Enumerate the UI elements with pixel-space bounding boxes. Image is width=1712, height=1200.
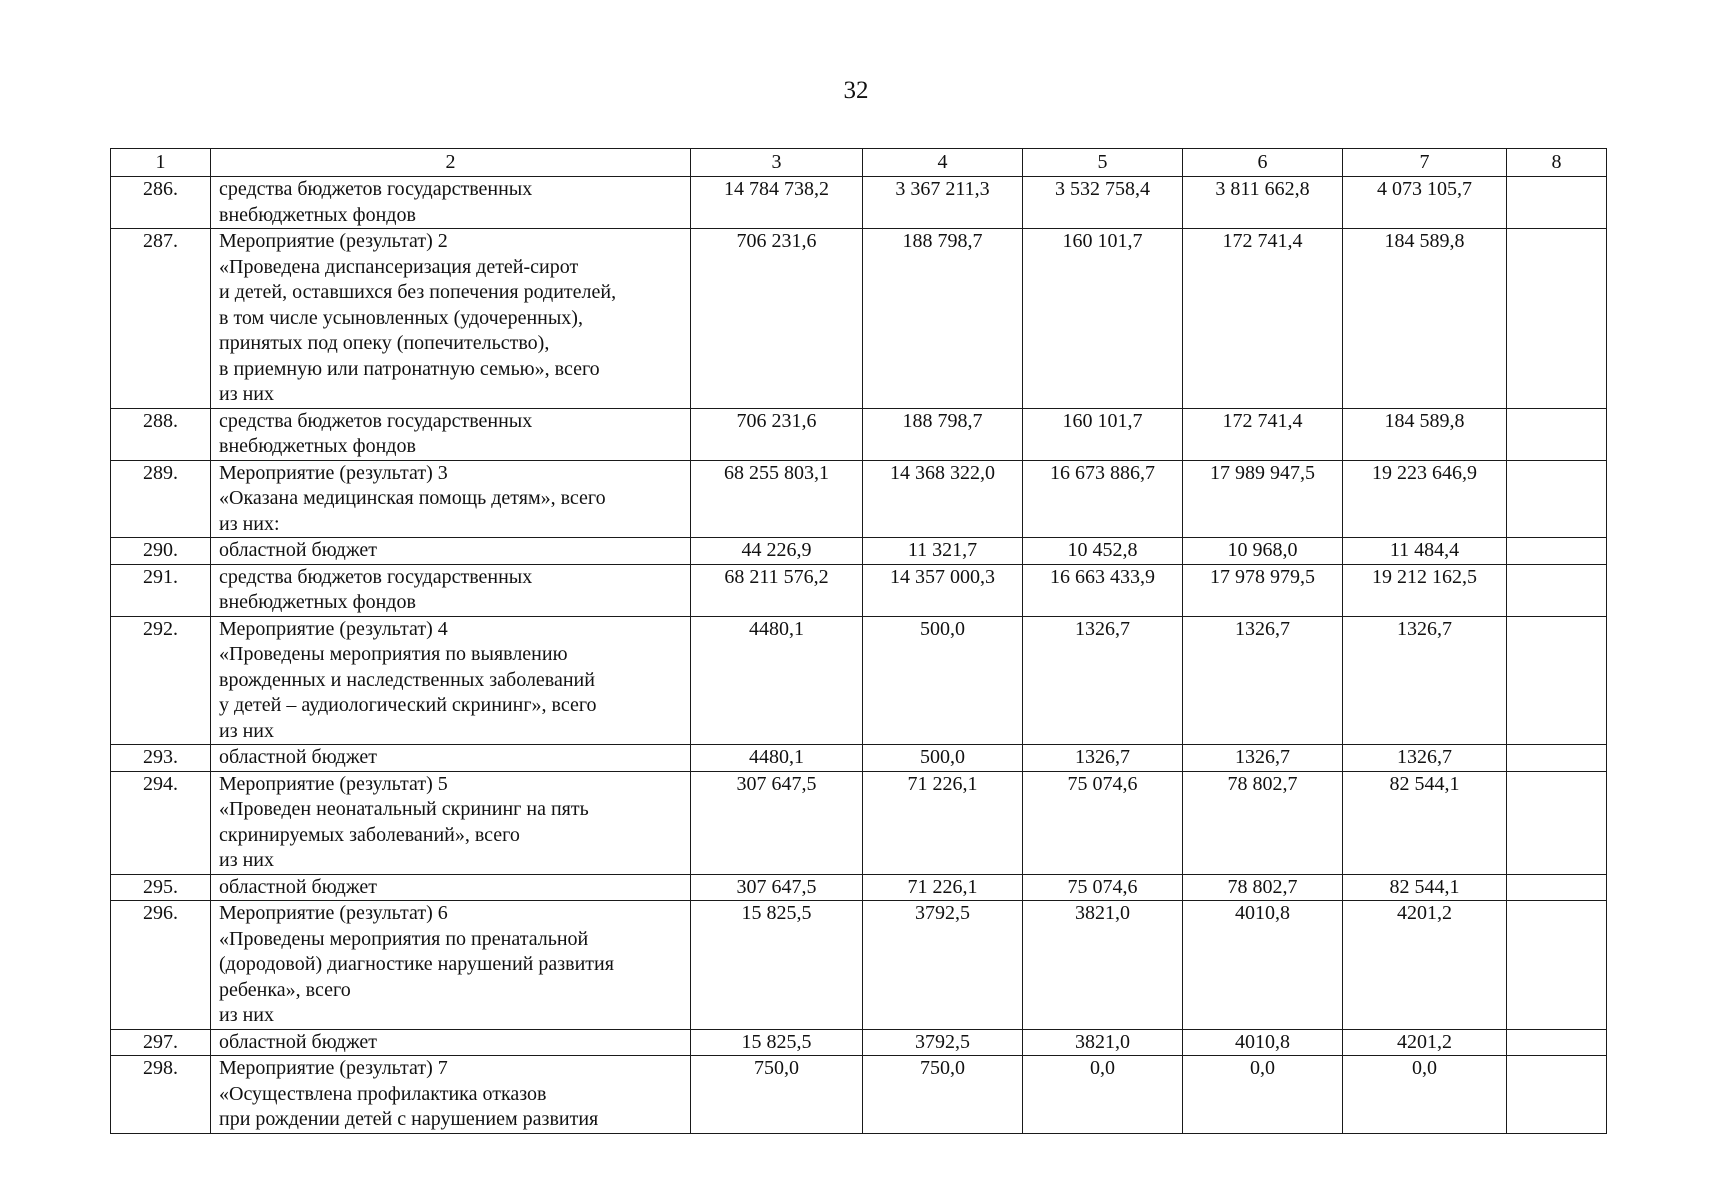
value-col-3: 15 825,5: [691, 1029, 863, 1056]
description-line: из них: [219, 719, 275, 742]
row-description: [211, 1029, 691, 1056]
description-line: из них:: [219, 512, 280, 535]
description-line: из них: [219, 849, 275, 871]
description-line: средства бюджетов государственных: [219, 409, 533, 432]
table-row: [111, 874, 1607, 901]
row-description: [211, 408, 691, 460]
value-col-8: [1507, 771, 1607, 874]
table-row: [111, 1056, 1607, 1134]
column-header-2: 2: [211, 149, 691, 177]
value-col-8: [1507, 901, 1607, 1030]
description-line: Мероприятие (результат) 3: [219, 461, 448, 484]
header-row: [111, 149, 1607, 177]
value-col-3: 706 231,6: [691, 408, 863, 460]
column-header-8: 8: [1507, 149, 1607, 177]
value-col-8: [1507, 1056, 1607, 1134]
description-line: областной бюджет: [219, 746, 378, 768]
value-col-3: 307 647,5: [691, 771, 863, 874]
description-line: «Оказана медицинская помощь детям», всего: [219, 487, 606, 509]
table-row: [111, 745, 1607, 772]
value-col-4: 14 368 322,0: [863, 460, 1023, 538]
row-description: [211, 745, 691, 772]
row-number: 289.: [111, 460, 211, 538]
value-col-4: 188 798,7: [863, 408, 1023, 460]
value-col-4: 750,0: [863, 1056, 1023, 1134]
row-description: [211, 460, 691, 538]
value-col-7: 0,0: [1343, 1056, 1507, 1134]
table-row: [111, 177, 1607, 229]
value-col-8: [1507, 538, 1607, 565]
row-number: 296.: [111, 901, 211, 1030]
description-line: областной бюджет: [219, 539, 378, 561]
description-line: ребенка», всего: [219, 978, 351, 1001]
description-line: «Проведены мероприятия по выявлению: [219, 643, 568, 665]
description-line: «Осуществлена профилактика отказов: [219, 1082, 547, 1105]
value-col-4: 500,0: [863, 745, 1023, 772]
description-line: Мероприятие (результат) 2: [219, 230, 448, 252]
table-row: [111, 1029, 1607, 1056]
row-number: 286.: [111, 177, 211, 229]
value-col-5: 1326,7: [1023, 745, 1183, 772]
value-col-5: 75 074,6: [1023, 771, 1183, 874]
column-header-5: 5: [1023, 149, 1183, 177]
description-line: «Проведена диспансеризация детей-сирот: [219, 255, 579, 278]
value-col-7: 82 544,1: [1343, 874, 1507, 901]
description-line: внебюджетных фондов: [219, 591, 416, 613]
value-col-6: 4010,8: [1183, 1029, 1343, 1056]
column-header-4: 4: [863, 149, 1023, 177]
value-col-7: 19 223 646,9: [1343, 460, 1507, 538]
row-description: [211, 901, 691, 1030]
value-col-4: 14 357 000,3: [863, 564, 1023, 616]
value-col-3: 750,0: [691, 1056, 863, 1134]
value-col-3: 4480,1: [691, 745, 863, 772]
value-col-7: 1326,7: [1343, 616, 1507, 745]
value-col-8: [1507, 408, 1607, 460]
value-col-6: 78 802,7: [1183, 771, 1343, 874]
value-col-7: 11 484,4: [1343, 538, 1507, 565]
table-row: [111, 408, 1607, 460]
table-body: [111, 177, 1607, 1134]
value-col-6: 0,0: [1183, 1056, 1343, 1134]
row-description: [211, 1056, 691, 1134]
table-row: [111, 616, 1607, 745]
value-col-7: 82 544,1: [1343, 771, 1507, 874]
value-col-4: 188 798,7: [863, 229, 1023, 409]
row-number: 287.: [111, 229, 211, 409]
table-row: [111, 901, 1607, 1030]
description-line: «Проведен неонатальный скрининг на пять: [219, 798, 589, 820]
row-number: 294.: [111, 771, 211, 874]
description-line: Мероприятие (результат) 7: [219, 1057, 448, 1079]
description-line: врожденных и наследственных заболеваний: [219, 668, 595, 691]
value-col-7: 4 073 105,7: [1343, 177, 1507, 229]
description-line: Мероприятие (результат) 5: [219, 772, 448, 795]
value-col-5: 75 074,6: [1023, 874, 1183, 901]
value-col-7: 184 589,8: [1343, 408, 1507, 460]
value-col-4: 3 367 211,3: [863, 177, 1023, 229]
value-col-8: [1507, 177, 1607, 229]
value-col-7: 184 589,8: [1343, 229, 1507, 409]
description-line: в том числе усыновленных (удочеренных),: [219, 306, 583, 329]
value-col-7: 1326,7: [1343, 745, 1507, 772]
table-row: [111, 771, 1607, 874]
value-col-8: [1507, 460, 1607, 538]
row-number: 288.: [111, 408, 211, 460]
value-col-4: 71 226,1: [863, 771, 1023, 874]
description-line: (дородовой) диагностике нарушений развития: [219, 953, 614, 975]
value-col-3: 307 647,5: [691, 874, 863, 901]
row-number: 295.: [111, 874, 211, 901]
value-col-3: 706 231,6: [691, 229, 863, 409]
value-col-8: [1507, 745, 1607, 772]
value-col-4: 3792,5: [863, 901, 1023, 1030]
value-col-5: 3821,0: [1023, 901, 1183, 1030]
description-line: средства бюджетов государственных: [219, 565, 533, 588]
value-col-5: 16 673 886,7: [1023, 460, 1183, 538]
value-col-8: [1507, 874, 1607, 901]
value-col-8: [1507, 1029, 1607, 1056]
description-line: Мероприятие (результат) 6: [219, 902, 448, 924]
value-col-6: 1326,7: [1183, 616, 1343, 745]
value-col-5: 160 101,7: [1023, 229, 1183, 409]
description-line: из них: [219, 1004, 275, 1026]
row-description: [211, 564, 691, 616]
value-col-4: 500,0: [863, 616, 1023, 745]
table-row: [111, 460, 1607, 538]
page-number: 32: [843, 77, 869, 104]
value-col-5: 10 452,8: [1023, 538, 1183, 565]
value-col-6: 17 989 947,5: [1183, 460, 1343, 538]
row-description: [211, 771, 691, 874]
description-line: при рождении детей с нарушением развития: [219, 1108, 599, 1130]
value-col-4: 71 226,1: [863, 874, 1023, 901]
description-line: принятых под опеку (попечительство),: [219, 332, 550, 354]
value-col-6: 172 741,4: [1183, 408, 1343, 460]
row-number: 297.: [111, 1029, 211, 1056]
value-col-7: 19 212 162,5: [1343, 564, 1507, 616]
description-line: «Проведены мероприятия по пренатальной: [219, 927, 589, 950]
value-col-7: 4201,2: [1343, 901, 1507, 1030]
value-col-6: 17 978 979,5: [1183, 564, 1343, 616]
column-header-6: 6: [1183, 149, 1343, 177]
value-col-8: [1507, 616, 1607, 745]
row-number: 292.: [111, 616, 211, 745]
row-description: [211, 538, 691, 565]
description-line: внебюджетных фондов: [219, 203, 416, 226]
description-line: областной бюджет: [219, 875, 378, 898]
value-col-6: 78 802,7: [1183, 874, 1343, 901]
value-col-5: 3821,0: [1023, 1029, 1183, 1056]
row-description: [211, 874, 691, 901]
description-line: средства бюджетов государственных: [219, 178, 533, 200]
value-col-6: 1326,7: [1183, 745, 1343, 772]
row-description: [211, 177, 691, 229]
description-line: внебюджетных фондов: [219, 435, 416, 457]
description-line: у детей – аудиологический скрининг», всего: [219, 694, 597, 716]
value-col-5: 3 532 758,4: [1023, 177, 1183, 229]
description-line: и детей, оставшихся без попечения родителей,: [219, 281, 617, 303]
budget-table: [110, 148, 1607, 1134]
description-line: областной бюджет: [219, 1030, 378, 1053]
description-line: в приемную или патронатную семью», всего: [219, 357, 600, 380]
description-line: скринируемых заболеваний», всего: [219, 823, 520, 846]
table-row: [111, 538, 1607, 565]
value-col-3: 68 211 576,2: [691, 564, 863, 616]
value-col-8: [1507, 229, 1607, 409]
value-col-8: [1507, 564, 1607, 616]
value-col-6: 10 968,0: [1183, 538, 1343, 565]
value-col-6: 3 811 662,8: [1183, 177, 1343, 229]
value-col-6: 172 741,4: [1183, 229, 1343, 409]
value-col-3: 4480,1: [691, 616, 863, 745]
table-row: [111, 229, 1607, 409]
value-col-5: 1326,7: [1023, 616, 1183, 745]
value-col-3: 15 825,5: [691, 901, 863, 1030]
value-col-5: 0,0: [1023, 1056, 1183, 1134]
description-line: Мероприятие (результат) 4: [219, 617, 448, 640]
value-col-3: 68 255 803,1: [691, 460, 863, 538]
value-col-4: 3792,5: [863, 1029, 1023, 1056]
column-header-3: 3: [691, 149, 863, 177]
row-number: 290.: [111, 538, 211, 565]
row-description: [211, 616, 691, 745]
value-col-6: 4010,8: [1183, 901, 1343, 1030]
value-col-3: 44 226,9: [691, 538, 863, 565]
row-description: [211, 229, 691, 409]
table-row: [111, 564, 1607, 616]
column-header-7: 7: [1343, 149, 1507, 177]
value-col-5: 16 663 433,9: [1023, 564, 1183, 616]
value-col-3: 14 784 738,2: [691, 177, 863, 229]
row-number: 298.: [111, 1056, 211, 1134]
value-col-5: 160 101,7: [1023, 408, 1183, 460]
row-number: 291.: [111, 564, 211, 616]
description-line: из них: [219, 383, 275, 405]
value-col-7: 4201,2: [1343, 1029, 1507, 1056]
value-col-4: 11 321,7: [863, 538, 1023, 565]
row-number: 293.: [111, 745, 211, 772]
column-header-1: 1: [111, 149, 211, 177]
